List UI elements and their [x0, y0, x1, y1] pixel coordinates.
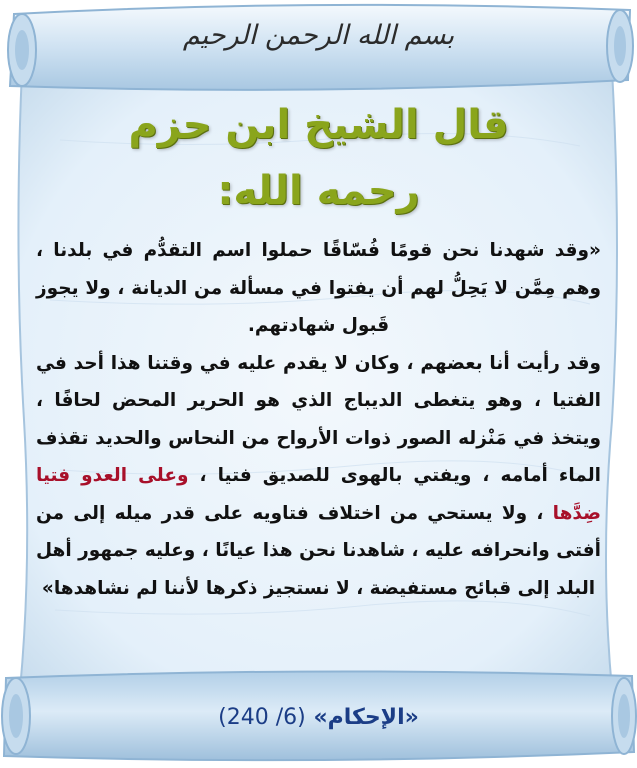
source-reference: (6/ 240)	[218, 705, 306, 730]
quote-highlight: وعلى العدو فتيا ضِدَّها	[36, 465, 601, 524]
source-book: «الإحكام»	[313, 705, 419, 730]
title-line-1: قال الشيخ ابن حزم	[128, 102, 509, 148]
title-line-2: رحمه الله:	[217, 168, 420, 214]
quote-paragraph-2	[36, 345, 601, 608]
quote-paragraph-1: «وقد شهدنا نحن قومًا فُسّاقًا حملوا اسم التقدُّم في بلدنا ، وهم مِمَّن لا يَحِلُّ لهم أن يفتوا في مسألة من الديانة ، ولا يجوز قَبول شهادتهم.	[36, 240, 601, 336]
quote-text-after: ، ولا يستحي من اختلاف فتاويه على قدر ميله إلى من أفتى وانحرافه عليه ، شاهدنا نحن هذا عيانًا ، وعليه جمهور أهل البلد إلى قبائح مستفيضة ، لا نستجيز ذكرها لأننا لم نشاهدها»	[36, 502, 601, 599]
basmala-calligraphy: بسم الله الرحمن الرحيم	[182, 20, 455, 51]
quote-body	[36, 232, 601, 607]
source-citation	[0, 705, 637, 730]
quote-text-before: وقد رأيت أنا بعضهم ، وكان لا يقدم عليه في وقتنا هذا أحد في الفتيا ، وهو يتغطى الديباج الذي هو الحرير المحض لحافًا ، ويتخذ في مَنْزله الصور ذوات الأرواح من النحاس والحديد تقذف الماء أمامه ، ويفتي بالهوى للصديق فتيا ،	[36, 352, 601, 486]
